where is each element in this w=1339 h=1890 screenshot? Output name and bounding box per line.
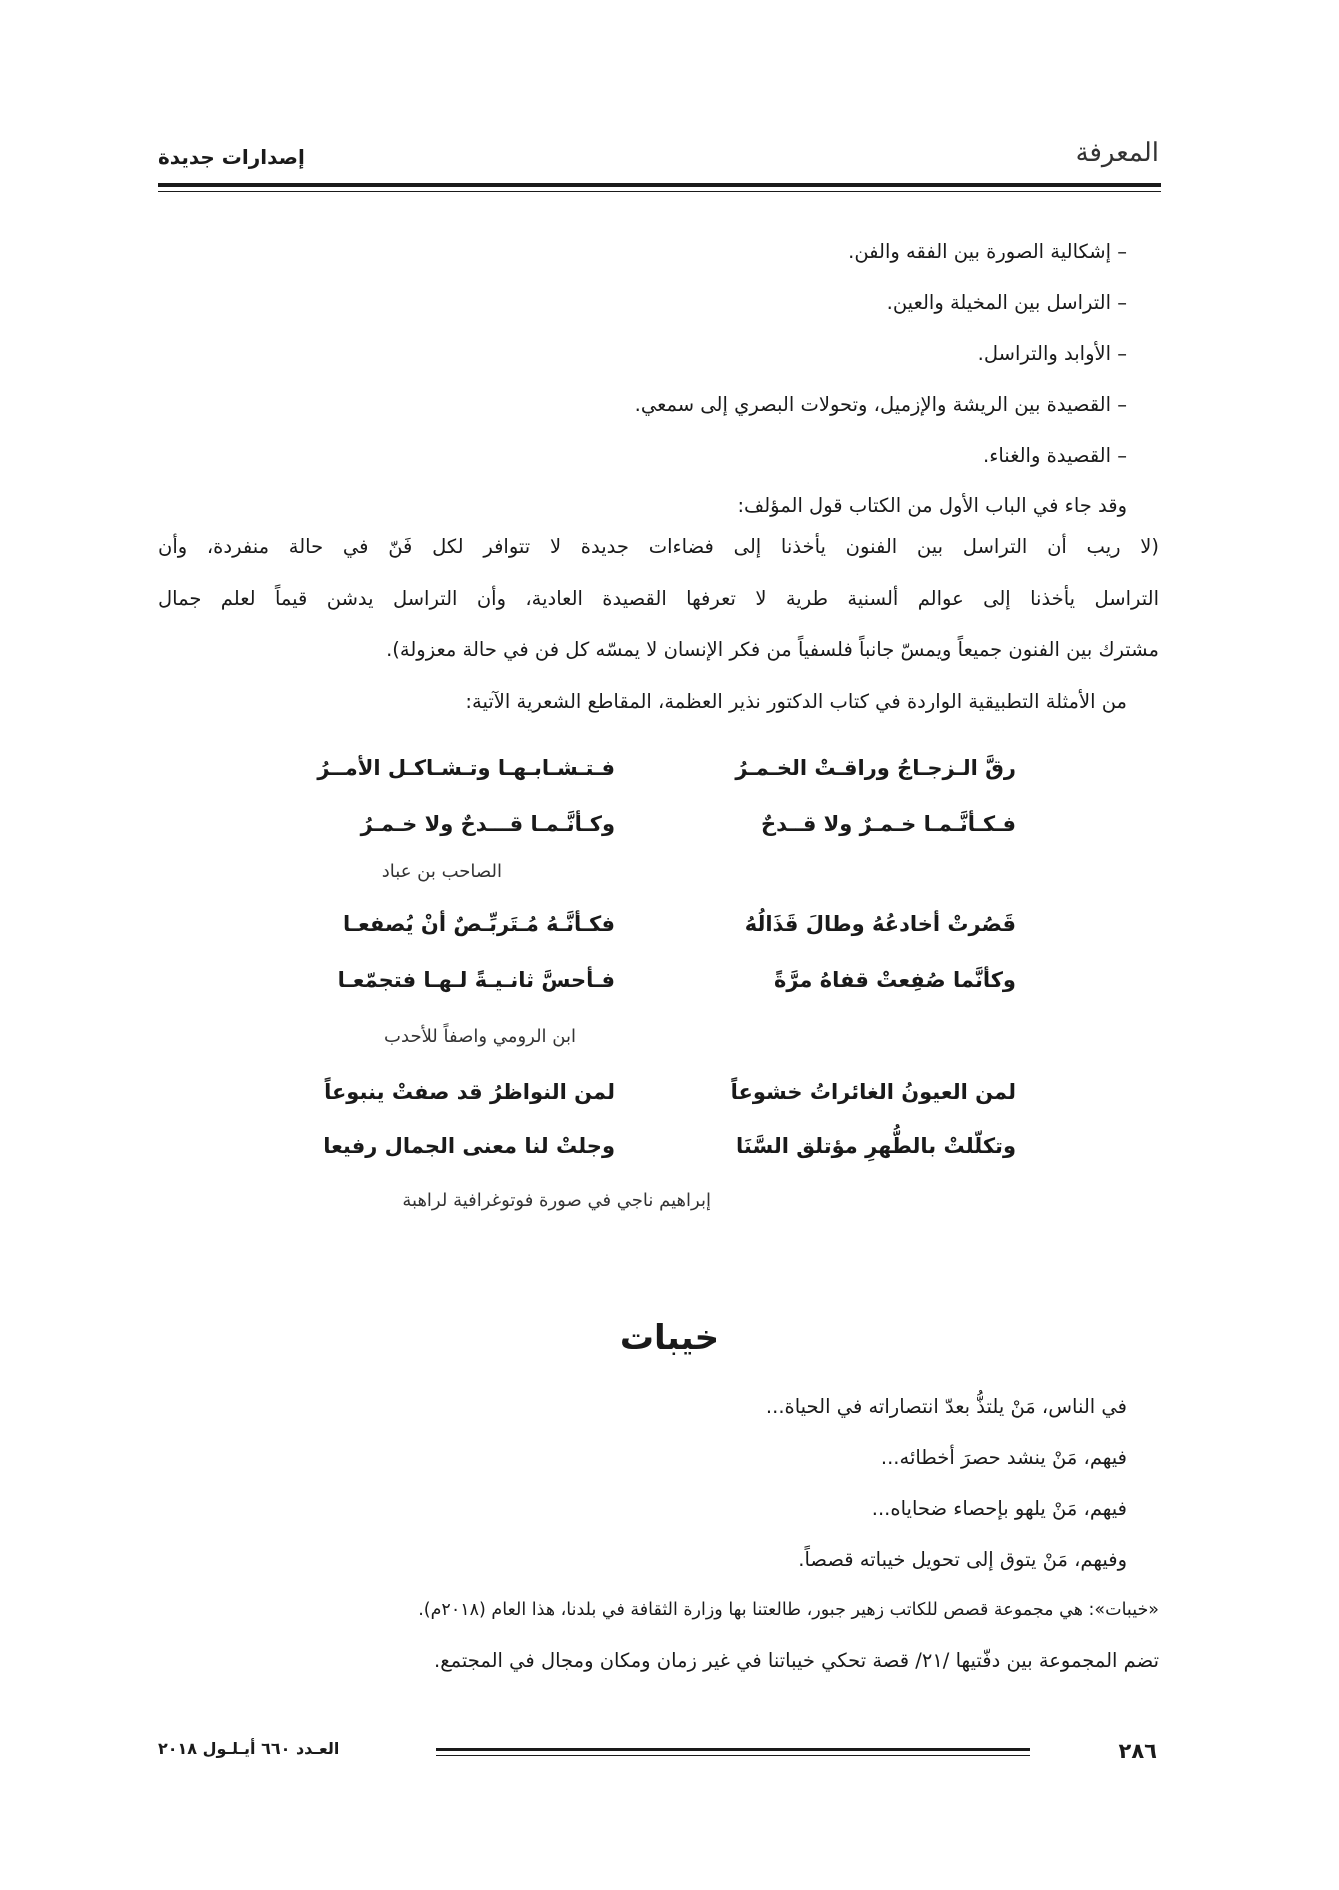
- quote-line: مشترك بين الفنون جميعاً ويمسّ جانباً فلسفياً من فكر الإنسان لا يمسّه كل فن في حالة معزولة).: [386, 638, 1159, 661]
- verse-second-hemistich: فـأحسَّ ثانـيـةً لـهـا فتجمّعـا: [337, 968, 615, 992]
- book-description: تضم المجموعة بين دفّتيها /٢١/ قصة تحكي خيباتنا في غير زمان ومكان ومجال في المجتمع.: [434, 1649, 1159, 1672]
- book-description: «خيبات»: هي مجموعة قصص للكاتب زهير جبور، طالعتنا بها وزارة الثقافة في بلدنا، هذا العام (٢٠١٨م).: [418, 1600, 1159, 1620]
- magazine-logo: المعرفة: [1075, 138, 1159, 168]
- poem-attribution: الصاحب بن عباد: [381, 861, 502, 882]
- verse-second-hemistich: فـتـشـابـهـا وتـشـاكـل الأمــرُ: [317, 756, 615, 780]
- prose-line: وفيهم، مَنْ يتوق إلى تحويل خيباته قصصاً.: [798, 1548, 1127, 1571]
- list-item: – إشكالية الصورة بين الفقه والفن.: [848, 240, 1127, 263]
- prose-line: فيهم، مَنْ يلهو بإحصاء ضحاياه...: [871, 1497, 1127, 1520]
- list-item: – القصيدة بين الريشة والإزميل، وتحولات البصري إلى سمعي.: [634, 393, 1127, 416]
- poem-attribution: إبراهيم ناجي في صورة فوتوغرافية لراهبة: [402, 1190, 711, 1211]
- intro-line: وقد جاء في الباب الأول من الكتاب قول المؤلف:: [737, 494, 1127, 517]
- issue-info: العـدد ٦٦٠ أيـلـول ٢٠١٨: [158, 1739, 340, 1758]
- header-rule-thin: [158, 191, 1161, 192]
- list-item: – التراسل بين المخيلة والعين.: [886, 291, 1127, 314]
- page-number: ٢٨٦: [1118, 1739, 1157, 1763]
- verse-first-hemistich: فـكـأنَّـمـا خـمـرٌ ولا قــدحٌ: [760, 812, 1016, 836]
- verse-first-hemistich: قَصُرتْ أخادعُهُ وطالَ قَذَالُهُ: [744, 912, 1016, 936]
- list-item: – القصيدة والغناء.: [983, 444, 1127, 467]
- verse-second-hemistich: وجلتْ لنا معنى الجمال رفيعا: [323, 1134, 615, 1158]
- quote-line: التراسل يأخذنا إلى عوالم ألسنية طرية لا تعرفها القصيدة العادية، وأن التراسل يدشن قيماً لعلم جمال: [158, 587, 1159, 610]
- section-title-header: إصدارات جديدة: [158, 145, 305, 169]
- verse-first-hemistich: وتكلّلتْ بالطُّهرِ مؤتلق السَّنَا: [736, 1134, 1016, 1158]
- verse-second-hemistich: وكـأنَّـمـا قـــدحٌ ولا خـمـرُ: [360, 812, 615, 836]
- list-item: – الأوابد والتراسل.: [977, 342, 1127, 365]
- footer-rule-thick: [436, 1748, 1030, 1751]
- examples-intro: من الأمثلة التطبيقية الواردة في كتاب الدكتور نذير العظمة، المقاطع الشعرية الآتية:: [465, 690, 1127, 713]
- section-heading: خيبات: [619, 1318, 720, 1358]
- footer-rule-thin: [436, 1755, 1030, 1756]
- prose-line: فيهم، مَنْ ينشد حصرَ أخطائه...: [880, 1446, 1127, 1469]
- quote-line: (لا ريب أن التراسل بين الفنون يأخذنا إلى فضاءات جديدة لا تتوافر لكل فَنّ في حالة منفردة، وأن: [158, 535, 1159, 558]
- verse-first-hemistich: رقَّ الـزجـاجُ وراقـتْ الخـمـرُ: [735, 756, 1016, 780]
- poem-attribution: ابن الرومي واصفاً للأحدب: [384, 1026, 576, 1047]
- verse-second-hemistich: فكـأنَّـهُ مُـتَربِّـصٌ أنْ يُصفعـا: [342, 912, 615, 936]
- verse-first-hemistich: لمن العيونُ الغائراتُ خشوعاً: [730, 1080, 1016, 1104]
- verse-second-hemistich: لمن النواظرُ قد صفتْ ينبوعاً: [324, 1080, 615, 1104]
- prose-line: في الناس، مَنْ يلتذُّ بعدّ انتصاراته في الحياة...: [765, 1395, 1127, 1418]
- header-rule-thick: [158, 183, 1161, 187]
- verse-first-hemistich: وكأنَّما صُفِعتْ قفاهُ مرَّةً: [773, 968, 1016, 992]
